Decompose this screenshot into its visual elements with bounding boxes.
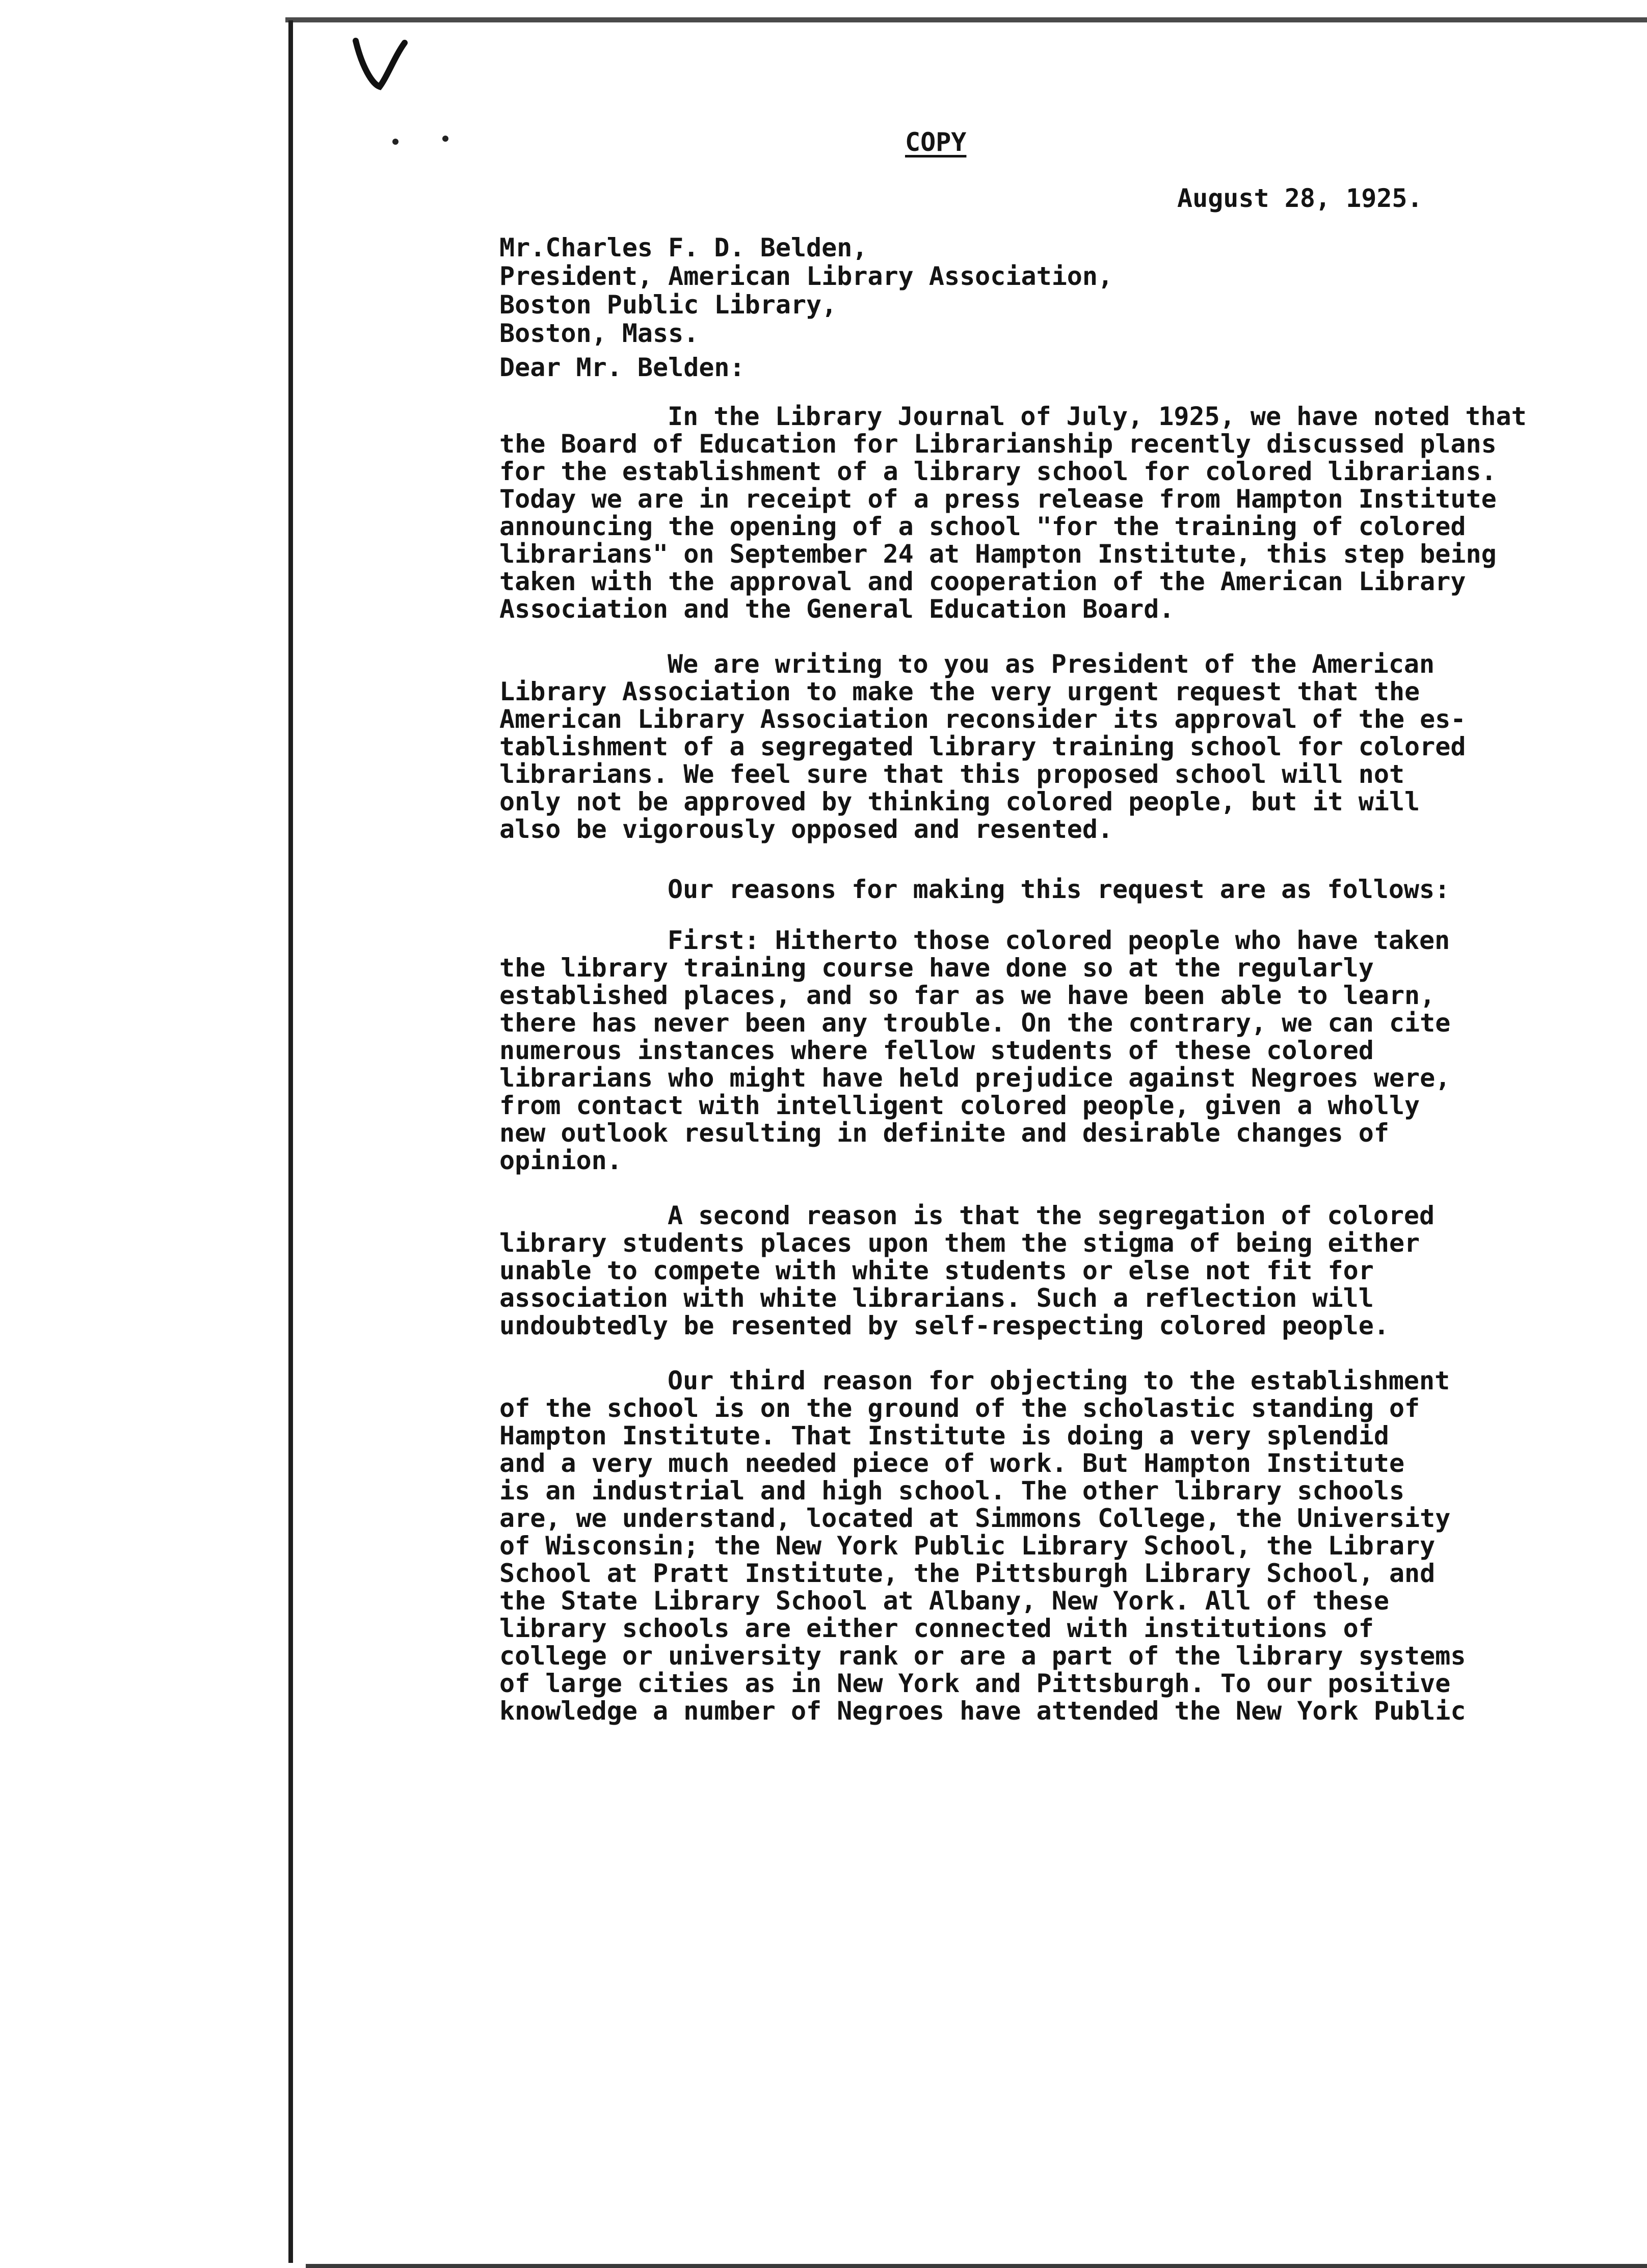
address-line: Boston Public Library, [499,290,837,320]
paragraph-line: In the Library Journal of July, 1925, we have noted that [668,402,1527,431]
margin-dot-right [442,136,448,142]
scan-frame-left-edge [288,20,293,2263]
paragraph-line: from contact with intelligent colored people, given a wholly [499,1091,1420,1120]
paragraph-line: are, we understand, located at Simmons College, the University [499,1504,1451,1533]
copy-heading: COPY [905,127,967,157]
paragraph-6 [499,1367,1466,1725]
paragraph-line: the Board of Education for Librarianship recently discussed plans [499,429,1497,459]
paragraph-line: A second reason is that the segregation of colored [668,1201,1435,1230]
margin-dot-left [392,139,399,145]
paragraph-line: Hampton Institute. That Institute is doing a very splendid [499,1421,1389,1451]
paragraph-line: established places, and so far as we have been able to learn, [499,981,1436,1010]
paragraph-line: opinion. [499,1146,622,1175]
paragraph-4 [499,927,1450,1174]
paragraph-line: for the establishment of a library school for colored librarians. [499,457,1497,486]
paragraph-line: unable to compete with white students or else not fit for [499,1256,1374,1285]
paragraph-line: librarians. We feel sure that this proposed school will not [499,759,1405,789]
paragraph-line: of large cities as in New York and Pittsburgh. To our positive [499,1669,1451,1698]
salutation: Dear Mr. Belden: [499,353,745,382]
address-line: Boston, Mass. [499,319,699,348]
paragraph-line: and a very much needed piece of work. But Hampton Institute [499,1448,1405,1478]
paragraph-line: American Library Association reconsider its approval of the es- [499,704,1466,734]
paragraph-line: library schools are either connected with institutions of [499,1614,1374,1643]
paragraph-line: First: Hitherto those colored people who have taken [668,926,1450,955]
paragraph-line: announcing the opening of a school "for the training of colored [499,512,1466,541]
paragraph-line: Today we are in receipt of a press release from Hampton Institute [499,484,1497,514]
paragraph-line: of Wisconsin; the New York Public Library School, the Library [499,1531,1436,1561]
paragraph-3 [499,876,1450,903]
scan-frame-bottom-edge [306,2264,1647,2268]
paragraph-line: there has never been any trouble. On the contrary, we can cite [499,1008,1451,1038]
paragraph-line: numerous instances where fellow students of these colored [499,1036,1374,1065]
paragraph-line: only not be approved by thinking colored people, but it will [499,787,1420,816]
paragraph-line: new outlook resulting in definite and desirable changes of [499,1118,1389,1148]
address-line: President, American Library Association, [499,261,1113,291]
paragraph-line: librarians" on September 24 at Hampton Institute, this step being [499,539,1497,569]
paragraph-line: School at Pratt Institute, the Pittsburgh Library School, and [499,1559,1436,1588]
paragraph-line: the State Library School at Albany, New York. All of these [499,1586,1389,1616]
paragraph-5 [499,1202,1435,1339]
paragraph-line: also be vigorously opposed and resented. [499,814,1113,844]
paragraph-line: library students places upon them the stigma of being either [499,1228,1420,1258]
paragraph-line: Library Association to make the very urgent request that the [499,677,1420,706]
paragraph-line: knowledge a number of Negroes have attended the New York Public [499,1696,1466,1726]
paragraph-line: Our reasons for making this request are as follows: [668,875,1450,904]
paragraph-line: Our third reason for objecting to the establishment [668,1366,1450,1395]
paragraph-line: librarians who might have held prejudice against Negroes were, [499,1063,1451,1093]
address-line: Mr.Charles F. D. Belden, [499,233,868,262]
paragraph-line: of the school is on the ground of the scholastic standing of [499,1393,1420,1423]
paragraph-line: tablishment of a segregated library training school for colored [499,732,1466,761]
paragraph-line: We are writing to you as President of the American [668,649,1435,679]
paragraph-line: the library training course have done so at the regularly [499,953,1374,983]
paragraph-1 [499,403,1527,623]
scan-frame-top-edge [285,17,1647,22]
paragraph-line: taken with the approval and cooperation of the American Library [499,567,1466,596]
checkmark-icon [352,36,408,92]
paragraph-line: Association and the General Education Board. [499,594,1175,624]
recipient-address [499,233,1113,348]
paragraph-line: undoubtedly be resented by self-respecting colored people. [499,1311,1389,1340]
paragraph-line: association with white librarians. Such a reflection will [499,1283,1374,1313]
paragraph-line: is an industrial and high school. The other library schools [499,1476,1405,1506]
letter-date: August 28, 1925. [1177,183,1423,213]
paragraph-line: college or university rank or are a part of the library systems [499,1641,1466,1671]
paragraph-2 [499,650,1466,843]
